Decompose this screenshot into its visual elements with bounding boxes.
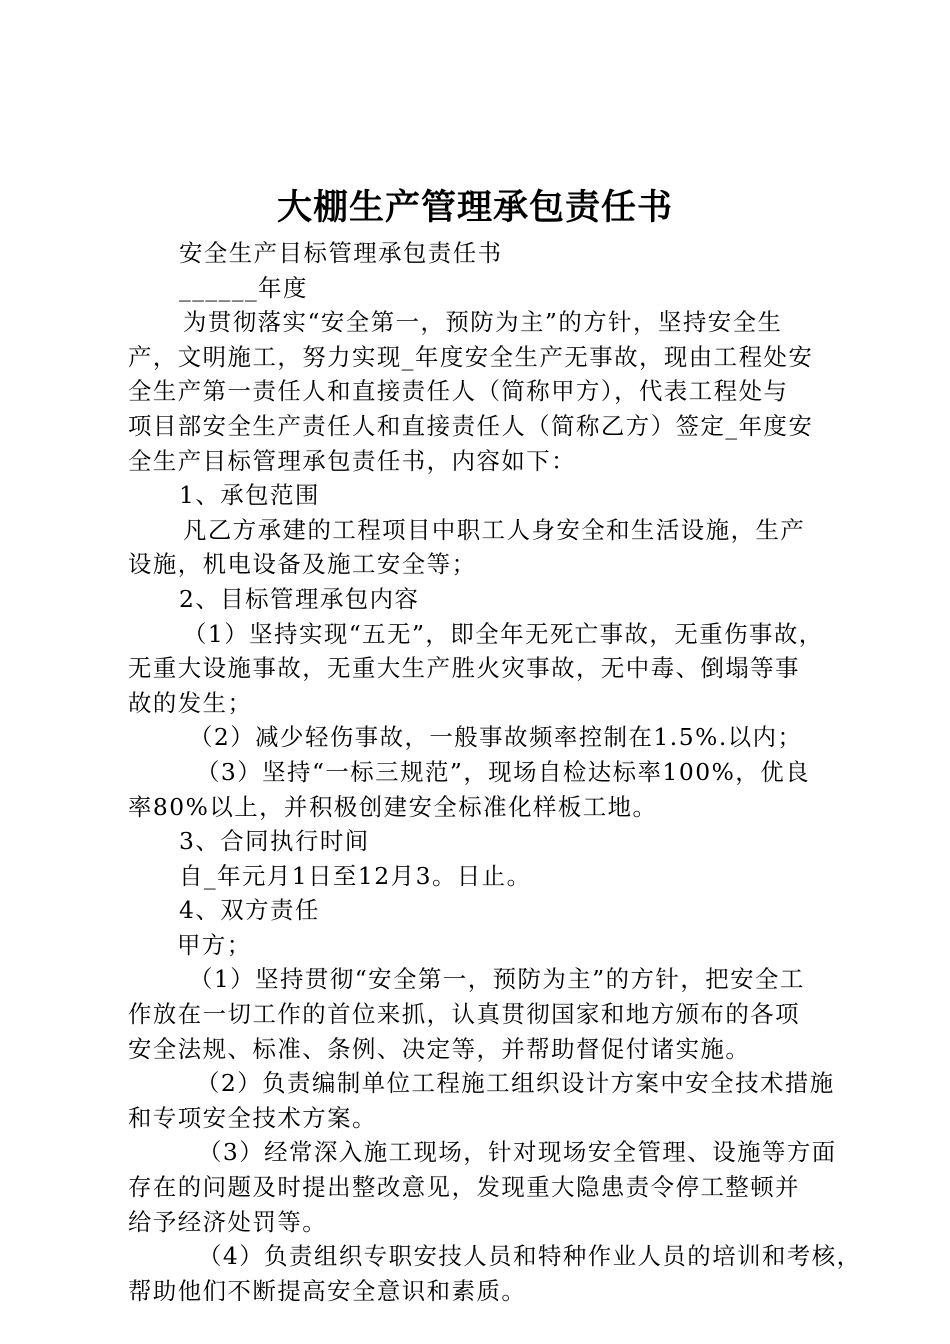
paragraph-line: （4）负责组织专职安技人员和特种作业人员的培训和考核， — [198, 1242, 862, 1271]
paragraph-line: 率80%以上，并积极创建安全标准化样板工地。 — [128, 792, 658, 821]
paragraph-line: 帮助他们不断提高安全意识和素质。 — [128, 1276, 527, 1305]
paragraph-line: 故的发生； — [128, 688, 253, 717]
paragraph-line: 为贯彻落实“安全第一，预防为主”的方针，坚持安全生 — [183, 308, 783, 337]
paragraph-line: （1）坚持实现“五无”，即全年无死亡事故，无重伤事故， — [183, 619, 824, 648]
paragraph-line: 存在的问题及时提出整改意见，发现重大隐患责令停工整顿并 — [128, 1173, 801, 1202]
paragraph-line: 安全法规、标准、条例、决定等，并帮助督促付诸实施。 — [128, 1034, 751, 1063]
section-heading: 2、目标管理承包内容 — [179, 584, 420, 613]
paragraph-line: 项目部安全生产责任人和直接责任人（简称乙方）签定_年度安 — [128, 411, 814, 440]
paragraph-line: 无重大设施事故，无重大生产胜火灾事故，无中毒、倒塌等事 — [128, 654, 801, 683]
paragraph-line: 设施，机电设备及施工安全等； — [128, 550, 477, 579]
document-body — [128, 236, 862, 1308]
paragraph-line: 和专项安全技术方案。 — [128, 1103, 377, 1132]
section-heading: 4、双方责任 — [179, 896, 320, 925]
year-line: ______年度 — [179, 273, 308, 302]
paragraph-line: 自_年元月1日至12月3。日止。 — [179, 861, 532, 890]
paragraph-line: （2）负责编制单位工程施工组织设计方案中安全技术措施 — [196, 1069, 835, 1098]
document-title: 大棚生产管理承包责任书 — [276, 187, 673, 228]
paragraph-line: 凡乙方承建的工程项目中职工人身安全和生活设施，生产 — [183, 515, 806, 544]
section-heading: 1、承包范围 — [179, 481, 320, 510]
party-label: 甲方； — [177, 930, 252, 959]
paragraph-line: （3）经常深入施工现场，针对现场安全管理、设施等方面 — [198, 1138, 837, 1167]
paragraph-line: （3）坚持“一标三规范”，现场自检达标率100%，优良 — [196, 757, 810, 786]
paragraph-line: 给予经济处罚等。 — [128, 1207, 328, 1236]
paragraph-line: 全生产第一责任人和直接责任人（简称甲方），代表工程处与 — [128, 377, 789, 406]
paragraph-line: 全生产目标管理承包责任书，内容如下： — [128, 446, 577, 475]
paragraph-line: （1）坚持贯彻“安全第一，预防为主”的方针，把安全工 — [189, 965, 805, 994]
subtitle-line: 安全生产目标管理承包责任书 — [179, 239, 503, 267]
paragraph-line: 产，文明施工，努力实现_年度安全生产无事故，现由工程处安 — [128, 342, 814, 371]
paragraph-line: （2）减少轻伤事故，一般事故频率控制在1.5%.以内； — [189, 723, 803, 752]
section-heading: 3、合同执行时间 — [179, 827, 370, 856]
paragraph-line: 作放在一切工作的首位来抓，认真贯彻国家和地方颁布的各项 — [128, 1000, 801, 1029]
